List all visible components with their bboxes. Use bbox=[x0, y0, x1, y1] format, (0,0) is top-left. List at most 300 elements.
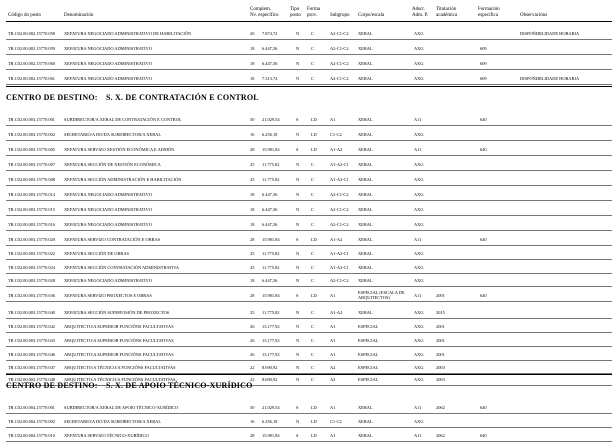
cell-tipo: N bbox=[296, 46, 300, 51]
row-rule bbox=[6, 39, 612, 40]
cell-adscr: AXG bbox=[414, 265, 424, 270]
cell-denominacion: XEFATURA NEGOCIADO ADMINISTRATIVO bbox=[64, 192, 152, 197]
cell-codigo: TR.C02.00.003.15770.014 bbox=[8, 192, 55, 197]
cell-nivel: 25 bbox=[250, 265, 255, 270]
cell-complemento: 7.874,72 bbox=[262, 31, 278, 36]
cell-subgrupo: A2-C1-C2 bbox=[330, 61, 349, 66]
cell-nivel: 26 bbox=[250, 352, 255, 357]
cell-corpo: XERAL bbox=[358, 192, 373, 197]
cell-titulacion: 2003 bbox=[436, 365, 445, 370]
cell-nivel: 26 bbox=[250, 324, 255, 329]
cell-titulacion: 2062 bbox=[436, 405, 445, 410]
table-row bbox=[0, 321, 615, 333]
cell-corpo: XERAL bbox=[358, 46, 373, 51]
table-row bbox=[0, 290, 615, 302]
cell-nivel: 25 bbox=[250, 310, 255, 315]
cell-titulacion: 2062 bbox=[436, 433, 445, 438]
cell-codigo: TR.C02.00.003.15770.007 bbox=[8, 162, 55, 167]
cell-complemento: 21.029,54 bbox=[262, 117, 280, 122]
cell-subgrupo: A1-A2 bbox=[330, 310, 343, 315]
cell-denominacion: XEFATURA SECCIÓN SUPERVISIÓN DE PROXECTOS bbox=[64, 310, 170, 315]
cell-codigo: TR.C02.00.003.15770.040 bbox=[8, 310, 55, 315]
table-row bbox=[0, 430, 615, 442]
cell-complemento: 6.447,56 bbox=[262, 46, 278, 51]
header-observaciones: Observacións bbox=[520, 13, 548, 18]
cell-forma: C bbox=[311, 61, 314, 66]
row-rule bbox=[6, 259, 612, 260]
cell-nivel: 28 bbox=[250, 433, 255, 438]
cell-codigo: TR.C02.00.003.15770.020 bbox=[8, 237, 55, 242]
row-rule bbox=[6, 332, 612, 333]
cell-titulacion: 2015 bbox=[436, 310, 445, 315]
cell-complemento: 15.981,84 bbox=[262, 147, 280, 152]
cell-complemento: 6.447,56 bbox=[262, 207, 278, 212]
cell-tipo: N bbox=[296, 365, 300, 370]
cell-corpo: XERAL bbox=[358, 433, 373, 438]
cell-codigo: TR.C02.00.003.15770.042 bbox=[8, 324, 55, 329]
cell-forma: LD bbox=[311, 147, 317, 152]
cell-denominacion: XEFATURA SECCIÓN ADMINISTRACIÓN E HABILITACIÓN bbox=[64, 177, 182, 182]
cell-subgrupo: A1-A2 bbox=[330, 147, 343, 152]
cell-complemento: 8.690,92 bbox=[262, 365, 278, 370]
cell-adscr: AXG bbox=[414, 377, 424, 382]
cell-complemento: 11.775,82 bbox=[262, 162, 280, 167]
cell-forma: LD bbox=[311, 117, 317, 122]
cell-nivel: 26 bbox=[250, 338, 255, 343]
cell-formacion: 609 bbox=[480, 76, 487, 81]
cell-corpo: XERAL bbox=[358, 76, 373, 81]
header-denominacion: Denominación bbox=[64, 13, 94, 18]
row-rule bbox=[6, 286, 612, 287]
cell-nivel: 16 bbox=[250, 132, 255, 137]
cell-subgrupo: A2-C1-C2 bbox=[330, 278, 349, 283]
cell-forma: C bbox=[311, 76, 314, 81]
cell-tipo: N bbox=[296, 310, 300, 315]
cell-denominacion: ARQUITECTO/A TÉCNICO/A FUNCIÓNS FACULTATIVAS bbox=[64, 377, 176, 382]
cell-subgrupo: A1-A2 bbox=[330, 237, 343, 242]
cell-corpo: XERAL bbox=[358, 207, 373, 212]
cell-nivel: 18 bbox=[250, 222, 255, 227]
cell-forma: C bbox=[311, 192, 314, 197]
cell-adscr: AXG bbox=[414, 162, 424, 167]
cell-corpo: XERAL bbox=[358, 177, 373, 182]
cell-codigo: TR.C02.00.003.15770.028 bbox=[8, 278, 55, 283]
cell-tipo: S bbox=[296, 293, 299, 298]
cell-forma: LD bbox=[311, 293, 317, 298]
row-rule bbox=[6, 125, 612, 126]
row-rule bbox=[6, 360, 612, 361]
cell-denominacion: XEFATURA SERVIZO TÉCNICO-XURÍDICO bbox=[64, 433, 149, 438]
cell-denominacion: XEFATURA SECCIÓN DE OBRAS bbox=[64, 251, 129, 256]
header-codigo: Código do posto bbox=[8, 13, 42, 18]
cell-tipo: N bbox=[296, 61, 300, 66]
table-row bbox=[0, 204, 615, 216]
cell-corpo: XERAL bbox=[358, 278, 373, 283]
row-rule bbox=[6, 155, 612, 156]
row-rule bbox=[6, 170, 612, 171]
cell-complemento: 11.775,82 bbox=[262, 251, 280, 256]
cell-nivel: 28 bbox=[250, 237, 255, 242]
cell-subgrupo: C1-C2 bbox=[330, 419, 342, 424]
cell-subgrupo: C1-C2 bbox=[330, 132, 342, 137]
cell-subgrupo: A2-C1-C2 bbox=[330, 46, 349, 51]
table-row bbox=[0, 275, 615, 287]
cell-codigo: TR.C02.00.003.15770.047 bbox=[8, 365, 55, 370]
cell-adscr: AXG bbox=[414, 310, 424, 315]
section-title: S. X. DE CONTRATACIÓN E CONTROL bbox=[106, 93, 259, 102]
cell-subgrupo: A1 bbox=[330, 352, 336, 357]
cell-corpo: XERAL bbox=[358, 147, 373, 152]
cell-tipo: N bbox=[296, 177, 300, 182]
cell-codigo: TR.C02.00.003.15770.008 bbox=[8, 177, 55, 182]
cell-complemento: 6.447,56 bbox=[262, 61, 278, 66]
cell-complemento: 15.981,84 bbox=[262, 237, 280, 242]
cell-adscr: AXG bbox=[414, 177, 424, 182]
cell-adscr: AXG bbox=[414, 222, 424, 227]
cell-corpo: XERAL bbox=[358, 251, 373, 256]
cell-formacion: 640 bbox=[480, 405, 487, 410]
cell-titulacion: 2003 bbox=[436, 377, 445, 382]
cell-formacion: 640 bbox=[480, 147, 487, 152]
cell-subgrupo: A1-A2-C1 bbox=[330, 251, 349, 256]
cell-denominacion: ARQUITECTO/A TÉCNICO/A FUNCIÓNS FACULTATIVAS bbox=[64, 365, 176, 370]
cell-adscr: A11 bbox=[414, 237, 422, 242]
cell-denominacion: ARQUITECTO/A SUPERIOR FUNCIÓNS FACULTATIVAS bbox=[64, 324, 174, 329]
cell-subgrupo: A2-C1-C2 bbox=[330, 207, 349, 212]
header-forma: Forma prov. bbox=[307, 7, 321, 18]
cell-subgrupo: A1-A2-C1 bbox=[330, 265, 349, 270]
table-row bbox=[0, 159, 615, 171]
cell-adscr: AXG bbox=[414, 76, 424, 81]
cell-tipo: N bbox=[296, 251, 300, 256]
cell-corpo: ESPECIAL bbox=[358, 352, 379, 357]
cell-subgrupo: A1 bbox=[330, 324, 336, 329]
cell-forma: C bbox=[311, 31, 314, 36]
cell-denominacion: XEFATURA NEGOCIADO ADMINISTRATIVO bbox=[64, 46, 152, 51]
row-rule bbox=[6, 140, 612, 141]
cell-tipo: N bbox=[296, 278, 300, 283]
row-rule bbox=[6, 318, 612, 319]
table-row bbox=[0, 219, 615, 231]
cell-adscr: AXG bbox=[414, 207, 424, 212]
cell-adscr: AXG bbox=[414, 338, 424, 343]
cell-tipo: N bbox=[296, 207, 300, 212]
cell-complemento: 11.775,82 bbox=[262, 310, 280, 315]
table-row bbox=[0, 114, 615, 126]
cell-subgrupo: A1-A2-C1 bbox=[330, 177, 349, 182]
cell-corpo: ESPECIAL bbox=[358, 338, 379, 343]
table-row bbox=[0, 58, 615, 70]
table-row bbox=[0, 174, 615, 186]
cell-observaciones: DISPOÑIBILIDADE HORARIA bbox=[520, 76, 580, 81]
cell-codigo: TR.C02.00.002.15770.059 bbox=[8, 46, 55, 51]
cell-forma: LD bbox=[311, 132, 317, 137]
cell-adscr: AXG bbox=[414, 61, 424, 66]
cell-denominacion: XEFATURA NEGOCIADO ADMINISTRATIVO bbox=[64, 76, 152, 81]
cell-corpo: XERAL bbox=[358, 419, 373, 424]
cell-codigo: TR.C02.00.004.15770.002 bbox=[8, 419, 55, 424]
cell-nivel: 22 bbox=[250, 365, 255, 370]
table-row bbox=[0, 335, 615, 347]
cell-tipo: N bbox=[296, 324, 300, 329]
cell-denominacion: XEFATURA SERVIZO XESTIÓN ECONÓMICA E ADMÓN. bbox=[64, 147, 176, 152]
cell-forma: C bbox=[311, 46, 314, 51]
table-row bbox=[0, 307, 615, 319]
header-subgrupo: Subgrupo bbox=[330, 13, 350, 18]
row-rule bbox=[6, 215, 612, 216]
row-rule bbox=[6, 84, 612, 85]
cell-adscr: AXG bbox=[414, 419, 424, 424]
cell-nivel: 30 bbox=[250, 117, 255, 122]
header-rule bbox=[6, 21, 612, 22]
cell-adscr: A11 bbox=[414, 147, 422, 152]
cell-nivel: 16 bbox=[250, 419, 255, 424]
cell-nivel: 18 bbox=[250, 192, 255, 197]
cell-subgrupo: A2-C1-C2 bbox=[330, 76, 349, 81]
cell-complemento: 8.690,92 bbox=[262, 377, 278, 382]
cell-tipo: N bbox=[296, 377, 300, 382]
cell-adscr: AXG bbox=[414, 46, 424, 51]
cell-codigo: TR.C02.00.003.15770.024 bbox=[8, 265, 55, 270]
cell-complemento: 21.029,54 bbox=[262, 405, 280, 410]
cell-formacion: 640 bbox=[480, 293, 487, 298]
cell-denominacion: XEFATURA NEGOCIADO ADMINISTRATIVO bbox=[64, 222, 152, 227]
cell-adscr: A11 bbox=[414, 293, 422, 298]
cell-subgrupo: A2-C1-C2 bbox=[330, 192, 349, 197]
cell-complemento: 13.177,92 bbox=[262, 324, 280, 329]
cell-nivel: 18 bbox=[250, 278, 255, 283]
row-rule bbox=[6, 245, 612, 246]
row-rule bbox=[6, 185, 612, 186]
row-rule bbox=[6, 346, 612, 347]
cell-nivel: 18 bbox=[250, 76, 255, 81]
cell-codigo: TR.C02.00.002.15770.058 bbox=[8, 31, 55, 36]
section-label: CENTRO DE DESTINO: bbox=[6, 93, 98, 102]
cell-corpo: XERAL bbox=[358, 132, 373, 137]
cell-tipo: S bbox=[296, 147, 299, 152]
cell-nivel: 18 bbox=[250, 207, 255, 212]
header-corpo: Corpo/escala bbox=[358, 13, 385, 18]
table-row bbox=[0, 189, 615, 201]
cell-denominacion: SUBDIRECTOR/A XERAL DE APOIO TÉCNICO-XURÍDICO bbox=[64, 405, 179, 410]
cell-complemento: 11.775,82 bbox=[262, 177, 280, 182]
cell-formacion: 640 bbox=[480, 117, 487, 122]
cell-complemento: 6.447,56 bbox=[262, 278, 278, 283]
cell-denominacion: ARQUITECTO/A SUPERIOR FUNCIÓNS FACULTATIVAS bbox=[64, 338, 174, 343]
cell-corpo: ESPECIAL bbox=[358, 365, 379, 370]
cell-complemento: 6.256,18 bbox=[262, 132, 278, 137]
cell-codigo: TR.C02.00.004.15770.010 bbox=[8, 433, 55, 438]
row-rule bbox=[6, 427, 612, 428]
cell-nivel: 25 bbox=[250, 162, 255, 167]
cell-codigo: TR.C02.00.002.15770.061 bbox=[8, 76, 55, 81]
header-formacion: Formación específica bbox=[478, 7, 500, 18]
cell-denominacion: XEFATURA NEGOCIADO ADMINISTRATIVO DE HABILITACIÓN bbox=[64, 31, 192, 36]
cell-subgrupo: A1 bbox=[330, 293, 336, 298]
cell-nivel: 30 bbox=[250, 405, 255, 410]
table-row bbox=[0, 43, 615, 55]
cell-subgrupo: A1 bbox=[330, 117, 336, 122]
cell-forma: C bbox=[311, 265, 314, 270]
cell-corpo: XERAL bbox=[358, 222, 373, 227]
cell-tipo: N bbox=[296, 132, 300, 137]
cell-subgrupo: A2-C1-C2 bbox=[330, 31, 349, 36]
section-heading bbox=[6, 381, 253, 390]
table-row bbox=[0, 248, 615, 260]
cell-forma: C bbox=[311, 251, 314, 256]
cell-forma: LD bbox=[311, 237, 317, 242]
cell-subgrupo: A1-A2-C1 bbox=[330, 162, 349, 167]
cell-complemento: 13.177,92 bbox=[262, 338, 280, 343]
cell-subgrupo: A2-C1-C2 bbox=[330, 222, 349, 227]
cell-tipo: N bbox=[296, 192, 300, 197]
cell-titulacion: 2001 bbox=[436, 293, 445, 298]
cell-adscr: AXG bbox=[414, 251, 424, 256]
cell-adscr: A11 bbox=[414, 405, 422, 410]
cell-forma: LD bbox=[311, 433, 317, 438]
cell-tipo: N bbox=[296, 419, 300, 424]
cell-denominacion: XEFATURA NEGOCIADO ADMINISTRATIVO bbox=[64, 278, 152, 283]
header-titulacion: Titulación académica bbox=[436, 7, 458, 18]
cell-codigo: TR.C02.00.003.15770.048 bbox=[8, 377, 55, 382]
table-row bbox=[0, 73, 615, 85]
cell-codigo: TR.C02.00.003.15770.022 bbox=[8, 251, 55, 256]
cell-forma: C bbox=[311, 352, 314, 357]
cell-nivel: 18 bbox=[250, 61, 255, 66]
cell-formacion: 609 bbox=[480, 46, 487, 51]
table-row bbox=[0, 28, 615, 40]
cell-codigo: TR.C02.00.004.15770.001 bbox=[8, 405, 55, 410]
section-heading bbox=[6, 93, 259, 102]
cell-forma: LD bbox=[311, 405, 317, 410]
cell-denominacion: XEFATURA NEGOCIADO ADMINISTRATIVO bbox=[64, 61, 152, 66]
cell-subgrupo: A1 bbox=[330, 338, 336, 343]
cell-denominacion: SECRETARIO/A DO/DA SUBDIRECTOR/A XERAL bbox=[64, 419, 162, 424]
cell-nivel: 25 bbox=[250, 177, 255, 182]
cell-corpo: XERAL bbox=[358, 162, 373, 167]
table-row bbox=[0, 144, 615, 156]
row-rule bbox=[6, 413, 612, 414]
cell-subgrupo: A1 bbox=[330, 433, 336, 438]
header-adscr: Adscr. Adm. P. bbox=[412, 7, 428, 18]
cell-complemento: 11.775,82 bbox=[262, 265, 280, 270]
cell-corpo: XERAL bbox=[358, 405, 373, 410]
cell-denominacion: XEFATURA SECCIÓN DE XESTIÓN ECONÓMICA bbox=[64, 162, 161, 167]
section-rule bbox=[6, 86, 612, 87]
cell-subgrupo: A2 bbox=[330, 377, 336, 382]
cell-corpo: XERAL bbox=[358, 310, 373, 315]
section-title: S. X. DE APOIO TÉCNICO-XURÍDICO bbox=[106, 381, 253, 390]
cell-adscr: A11 bbox=[414, 117, 422, 122]
cell-forma: C bbox=[311, 222, 314, 227]
cell-forma: C bbox=[311, 278, 314, 283]
cell-tipo: S bbox=[296, 237, 299, 242]
cell-adscr: AXG bbox=[414, 365, 424, 370]
cell-observaciones: DISPOÑIBILIDADE HORARIA bbox=[520, 31, 580, 36]
cell-nivel: 20 bbox=[250, 31, 255, 36]
cell-complemento: 15.981,84 bbox=[262, 433, 280, 438]
cell-forma: C bbox=[311, 377, 314, 382]
cell-tipo: N bbox=[296, 352, 300, 357]
table-row bbox=[0, 234, 615, 246]
cell-corpo: XERAL bbox=[358, 31, 373, 36]
cell-tipo: N bbox=[296, 76, 300, 81]
cell-tipo: S bbox=[296, 117, 299, 122]
cell-forma: C bbox=[311, 207, 314, 212]
cell-adscr: AXG bbox=[414, 278, 424, 283]
cell-complemento: 6.256,18 bbox=[262, 419, 278, 424]
header-complem: Complem. Nv. específico bbox=[250, 7, 279, 18]
cell-corpo: ESPECIAL bbox=[358, 324, 379, 329]
row-rule bbox=[6, 230, 612, 231]
cell-codigo: TR.C02.00.003.15770.016 bbox=[8, 222, 55, 227]
cell-subgrupo: A2 bbox=[330, 365, 336, 370]
header-tipo: Tipo posto bbox=[290, 7, 301, 18]
cell-nivel: 25 bbox=[250, 251, 255, 256]
row-rule bbox=[6, 69, 612, 70]
cell-subgrupo: A1 bbox=[330, 405, 336, 410]
cell-corpo: XERAL bbox=[358, 117, 373, 122]
row-rule bbox=[6, 301, 612, 302]
cell-complemento: 6.447,56 bbox=[262, 222, 278, 227]
cell-adscr: AXG bbox=[414, 352, 424, 357]
cell-tipo: S bbox=[296, 405, 299, 410]
table-row bbox=[0, 349, 615, 361]
table-row bbox=[0, 262, 615, 274]
row-rule bbox=[6, 273, 612, 274]
cell-complemento: 6.447,56 bbox=[262, 192, 278, 197]
cell-denominacion: XEFATURA SECCIÓN CONTRATACIÓN ADMINISTRATIVA bbox=[64, 265, 179, 270]
table-row bbox=[0, 129, 615, 141]
cell-denominacion: SECRETARIO/A DO/DA SUBDIRECTOR/A XERAL bbox=[64, 132, 162, 137]
cell-tipo: N bbox=[296, 222, 300, 227]
row-rule bbox=[6, 54, 612, 55]
cell-formacion: 640 bbox=[480, 433, 487, 438]
cell-tipo: N bbox=[296, 162, 300, 167]
cell-nivel: 22 bbox=[250, 377, 255, 382]
cell-tipo: S bbox=[296, 433, 299, 438]
cell-nivel: 28 bbox=[250, 293, 255, 298]
table-row bbox=[0, 362, 615, 374]
cell-codigo: TR.C02.00.003.15770.036 bbox=[8, 293, 55, 298]
cell-corpo: XERAL bbox=[358, 265, 373, 270]
cell-codigo: TR.C02.00.003.15770.043 bbox=[8, 338, 55, 343]
cell-tipo: N bbox=[296, 265, 300, 270]
cell-tipo: N bbox=[296, 31, 300, 36]
cell-complemento: 7.313,74 bbox=[262, 76, 278, 81]
cell-codigo: TR.C02.00.003.15770.001 bbox=[8, 117, 55, 122]
cell-adscr: A11 bbox=[414, 433, 422, 438]
cell-corpo: XERAL bbox=[358, 61, 373, 66]
cell-corpo: XERAL bbox=[358, 237, 373, 242]
cell-complemento: 13.177,92 bbox=[262, 352, 280, 357]
cell-forma: C bbox=[311, 324, 314, 329]
cell-denominacion: XEFATURA SERVIZO PROXECTOS E OBRAS bbox=[64, 293, 152, 298]
table-row bbox=[0, 416, 615, 428]
cell-titulacion: 2001 bbox=[436, 324, 445, 329]
cell-adscr: AXG bbox=[414, 31, 424, 36]
cell-adscr: AXG bbox=[414, 192, 424, 197]
cell-forma: C bbox=[311, 177, 314, 182]
cell-corpo: ESPECIAL bbox=[358, 377, 379, 382]
cell-formacion: 640 bbox=[480, 237, 487, 242]
cell-codigo: TR.C02.00.003.15770.002 bbox=[8, 132, 55, 137]
cell-forma: C bbox=[311, 162, 314, 167]
table-row bbox=[0, 402, 615, 414]
cell-titulacion: 2001 bbox=[436, 338, 445, 343]
cell-forma: C bbox=[311, 310, 314, 315]
cell-codigo: TR.C02.00.003.15770.046 bbox=[8, 352, 55, 357]
